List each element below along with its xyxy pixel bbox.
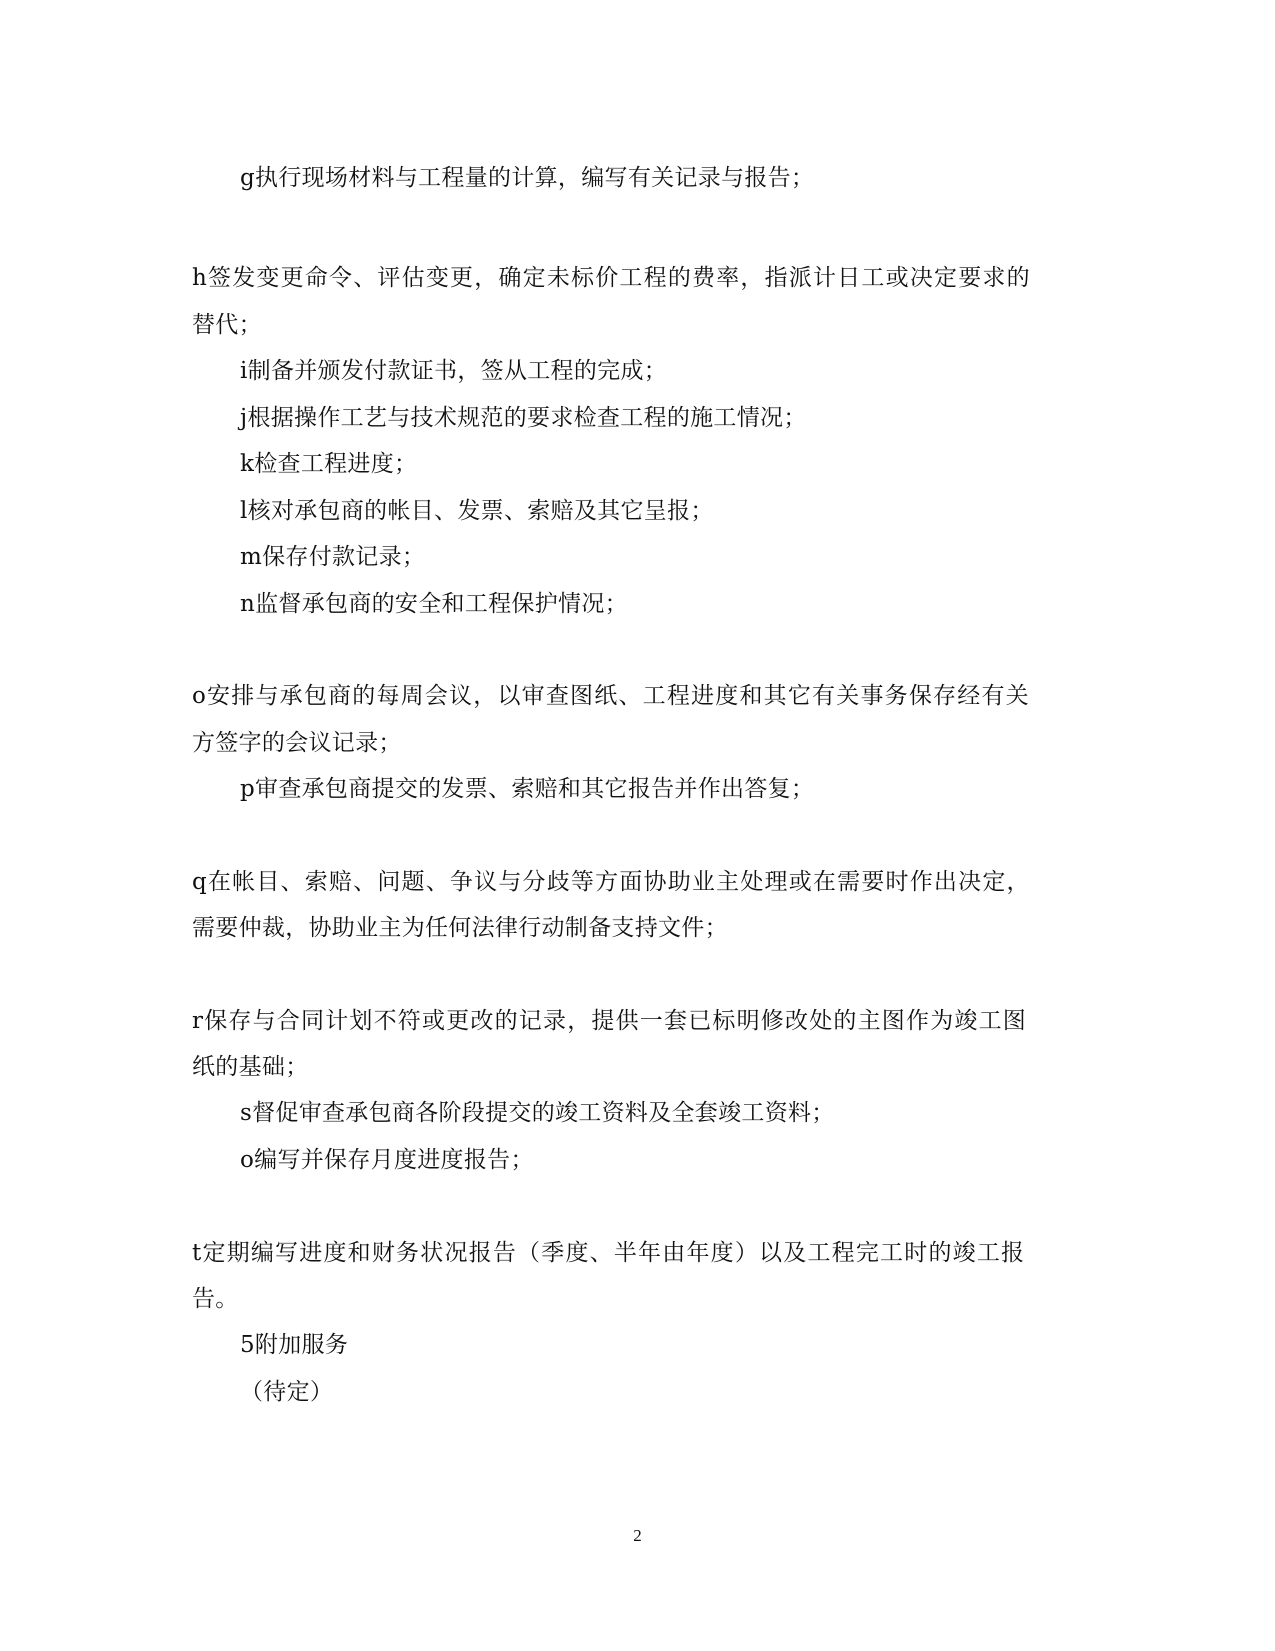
item-p: p审查承包商提交的发票、索赔和其它报告并作出答复； [240, 776, 815, 802]
item-o-line-1: o安排与承包商的每周会议，以审查图纸、工程进度和其它有关事务保存经有关 [192, 683, 1030, 709]
item-m: m保存付款记录； [240, 544, 426, 570]
item-h-line-1: h签发变更命令、评估变更，确定未标价工程的费率，指派计日工或决定要求的 [192, 265, 1031, 291]
item-k: k检查工程进度； [240, 451, 418, 477]
section-note-pending: （待定） [240, 1379, 334, 1405]
item-h-line-2: 替代； [192, 312, 262, 338]
item-t-line-1: t定期编写进度和财务状况报告（季度、半年由年度）以及工程完工时的竣工报 [192, 1240, 1026, 1266]
item-t-line-2: 告。 [192, 1286, 239, 1312]
item-s: s督促审查承包商各阶段提交的竣工资料及全套竣工资料； [240, 1100, 835, 1126]
item-n: n监督承包商的安全和工程保护情况； [240, 591, 628, 617]
page-number: 2 [633, 1526, 642, 1545]
item-o-line-2: 方签字的会议记录； [192, 730, 402, 756]
item-r-line-1: r保存与合同计划不符或更改的记录，提供一套已标明修改处的主图作为竣工图 [192, 1008, 1027, 1034]
item-r-line-2: 纸的基础； [192, 1054, 309, 1080]
item-j: j根据操作工艺与技术规范的要求检查工程的施工情况； [240, 405, 807, 431]
item-i: i制备并颁发付款证书，签从工程的完成； [240, 358, 668, 384]
section-heading-additional-services: 5附加服务 [240, 1332, 349, 1358]
item-g: g执行现场材料与工程量的计算，编写有关记录与报告； [240, 165, 815, 191]
item-q-line-2: 需要仲裁，协助业主为任何法律行动制备支持文件； [192, 915, 728, 941]
item-o-monthly: o编写并保存月度进度报告； [240, 1147, 534, 1173]
item-l: l核对承包商的帐目、发票、索赔及其它呈报； [240, 498, 714, 524]
item-q-line-1: q在帐目、索赔、问题、争议与分歧等方面协助业主处理或在需要时作出决定， [192, 869, 1031, 895]
